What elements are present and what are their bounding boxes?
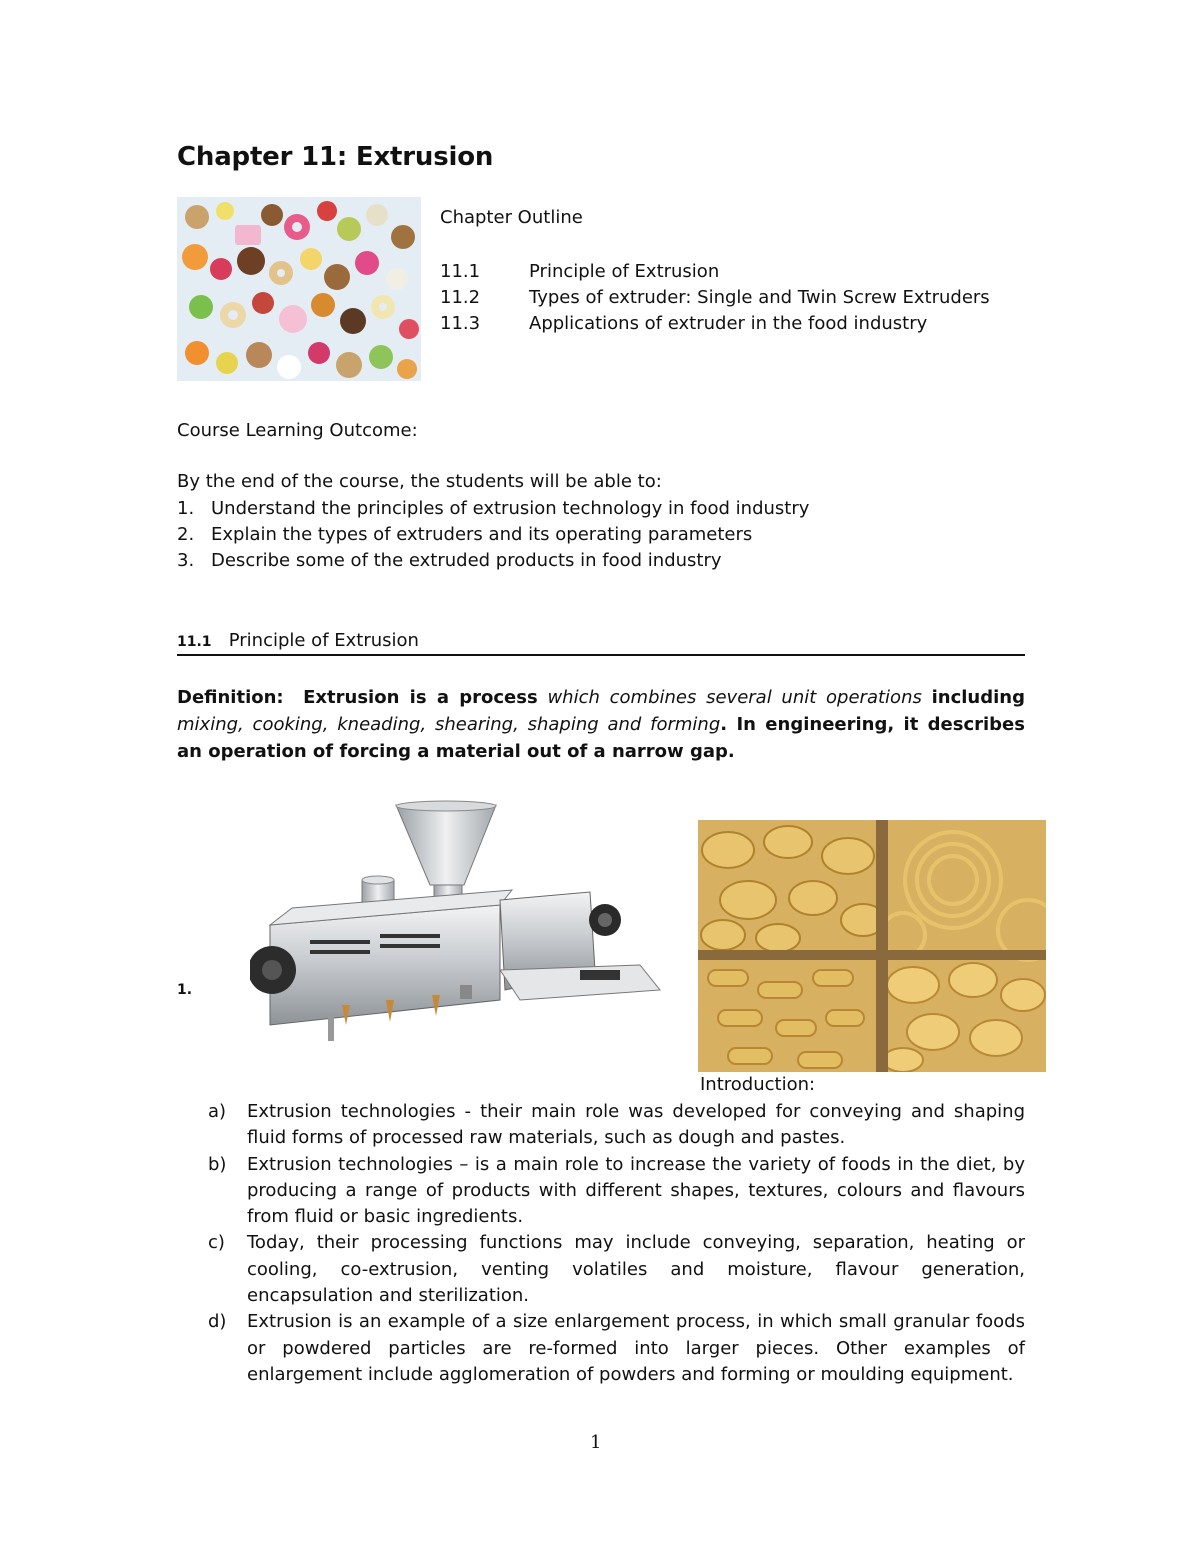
outline-item-number: 11.1	[440, 261, 481, 282]
clo-item	[177, 524, 1027, 550]
definition-text: which combines several unit operations	[547, 687, 922, 708]
clo-intro: By the end of the course, the students will be able to:	[177, 471, 662, 492]
outline-item-text: Applications of extruder in the food industry	[529, 313, 928, 334]
list-marker: c)	[208, 1232, 225, 1254]
list-item	[208, 1230, 1025, 1309]
clo-item-number: 2.	[177, 524, 195, 545]
list-item-text: Extrusion is an example of a size enlargement process, in which small granular foods or powdered particles are re-formed into larger pieces. Other examples of enlargement include agglomeration of powders and forming or moulding equipment.	[247, 1311, 1025, 1385]
clo-item	[177, 550, 1027, 576]
clo-item-number: 1.	[177, 498, 195, 519]
definition-label: Definition:	[177, 687, 284, 708]
definition-text: including	[931, 687, 1026, 708]
section-number: 11.1	[177, 634, 212, 650]
list-item-text: Extrusion technologies - their main role was developed for conveying and shaping fluid forms of processed raw materials, such as dough and pastes.	[247, 1101, 1025, 1149]
clo-item-text: Understand the principles of extrusion technology in food industry	[211, 498, 810, 519]
outline-item-number: 11.2	[440, 287, 481, 308]
outline-item	[440, 287, 1040, 313]
section-heading	[177, 630, 419, 651]
definition-paragraph	[177, 684, 1025, 765]
definition-text: . In engineering, it describes an operation of forcing a material out of a narrow gap.	[177, 714, 1025, 762]
list-item	[208, 1309, 1025, 1388]
outline-item-text: Principle of Extrusion	[529, 261, 720, 282]
introduction-heading: Introduction:	[700, 1074, 816, 1095]
definition-text: Extrusion is a process	[303, 687, 538, 708]
list-marker: b)	[208, 1153, 227, 1175]
clo-item	[177, 498, 1027, 524]
clo-item-text: Describe some of the extruded products in food industry	[211, 550, 722, 571]
outline-item-text: Types of extruder: Single and Twin Screw Extruders	[529, 287, 990, 308]
section-title: Principle of Extrusion	[228, 630, 419, 651]
outline-item	[440, 261, 1040, 287]
pasta-shapes-image	[698, 820, 1046, 1072]
extruder-machine-image	[250, 800, 665, 1045]
list-item	[208, 1099, 1025, 1152]
extruded-snacks-image	[177, 197, 421, 381]
outline-heading: Chapter Outline	[440, 207, 583, 228]
outline-item-number: 11.3	[440, 313, 481, 334]
list-marker: a)	[208, 1101, 227, 1122]
page-number: 1	[590, 1432, 602, 1453]
definition-text: mixing, cooking, kneading, shearing, shaping and forming	[177, 714, 721, 735]
section-divider	[177, 654, 1025, 656]
figure-label: 1.	[177, 982, 193, 998]
chapter-title: Chapter 11: Extrusion	[177, 142, 494, 172]
list-item	[208, 1152, 1025, 1231]
introduction-list	[208, 1099, 1025, 1388]
clo-item-number: 3.	[177, 550, 195, 571]
outline-item	[440, 313, 1040, 339]
list-marker: d)	[208, 1311, 227, 1333]
list-item-text: Today, their processing functions may include conveying, separation, heating or cooling, co-extrusion, venting volatiles and moisture, flavour generation, encapsulation and sterilization.	[247, 1232, 1025, 1307]
list-item-text: Extrusion technologies – is a main role to increase the variety of foods in the diet, by producing a range of products with different shapes, textures, colours and flavours from fluid or basic ingredients.	[247, 1153, 1025, 1228]
clo-item-text: Explain the types of extruders and its operating parameters	[211, 524, 753, 545]
clo-heading: Course Learning Outcome:	[177, 420, 418, 441]
